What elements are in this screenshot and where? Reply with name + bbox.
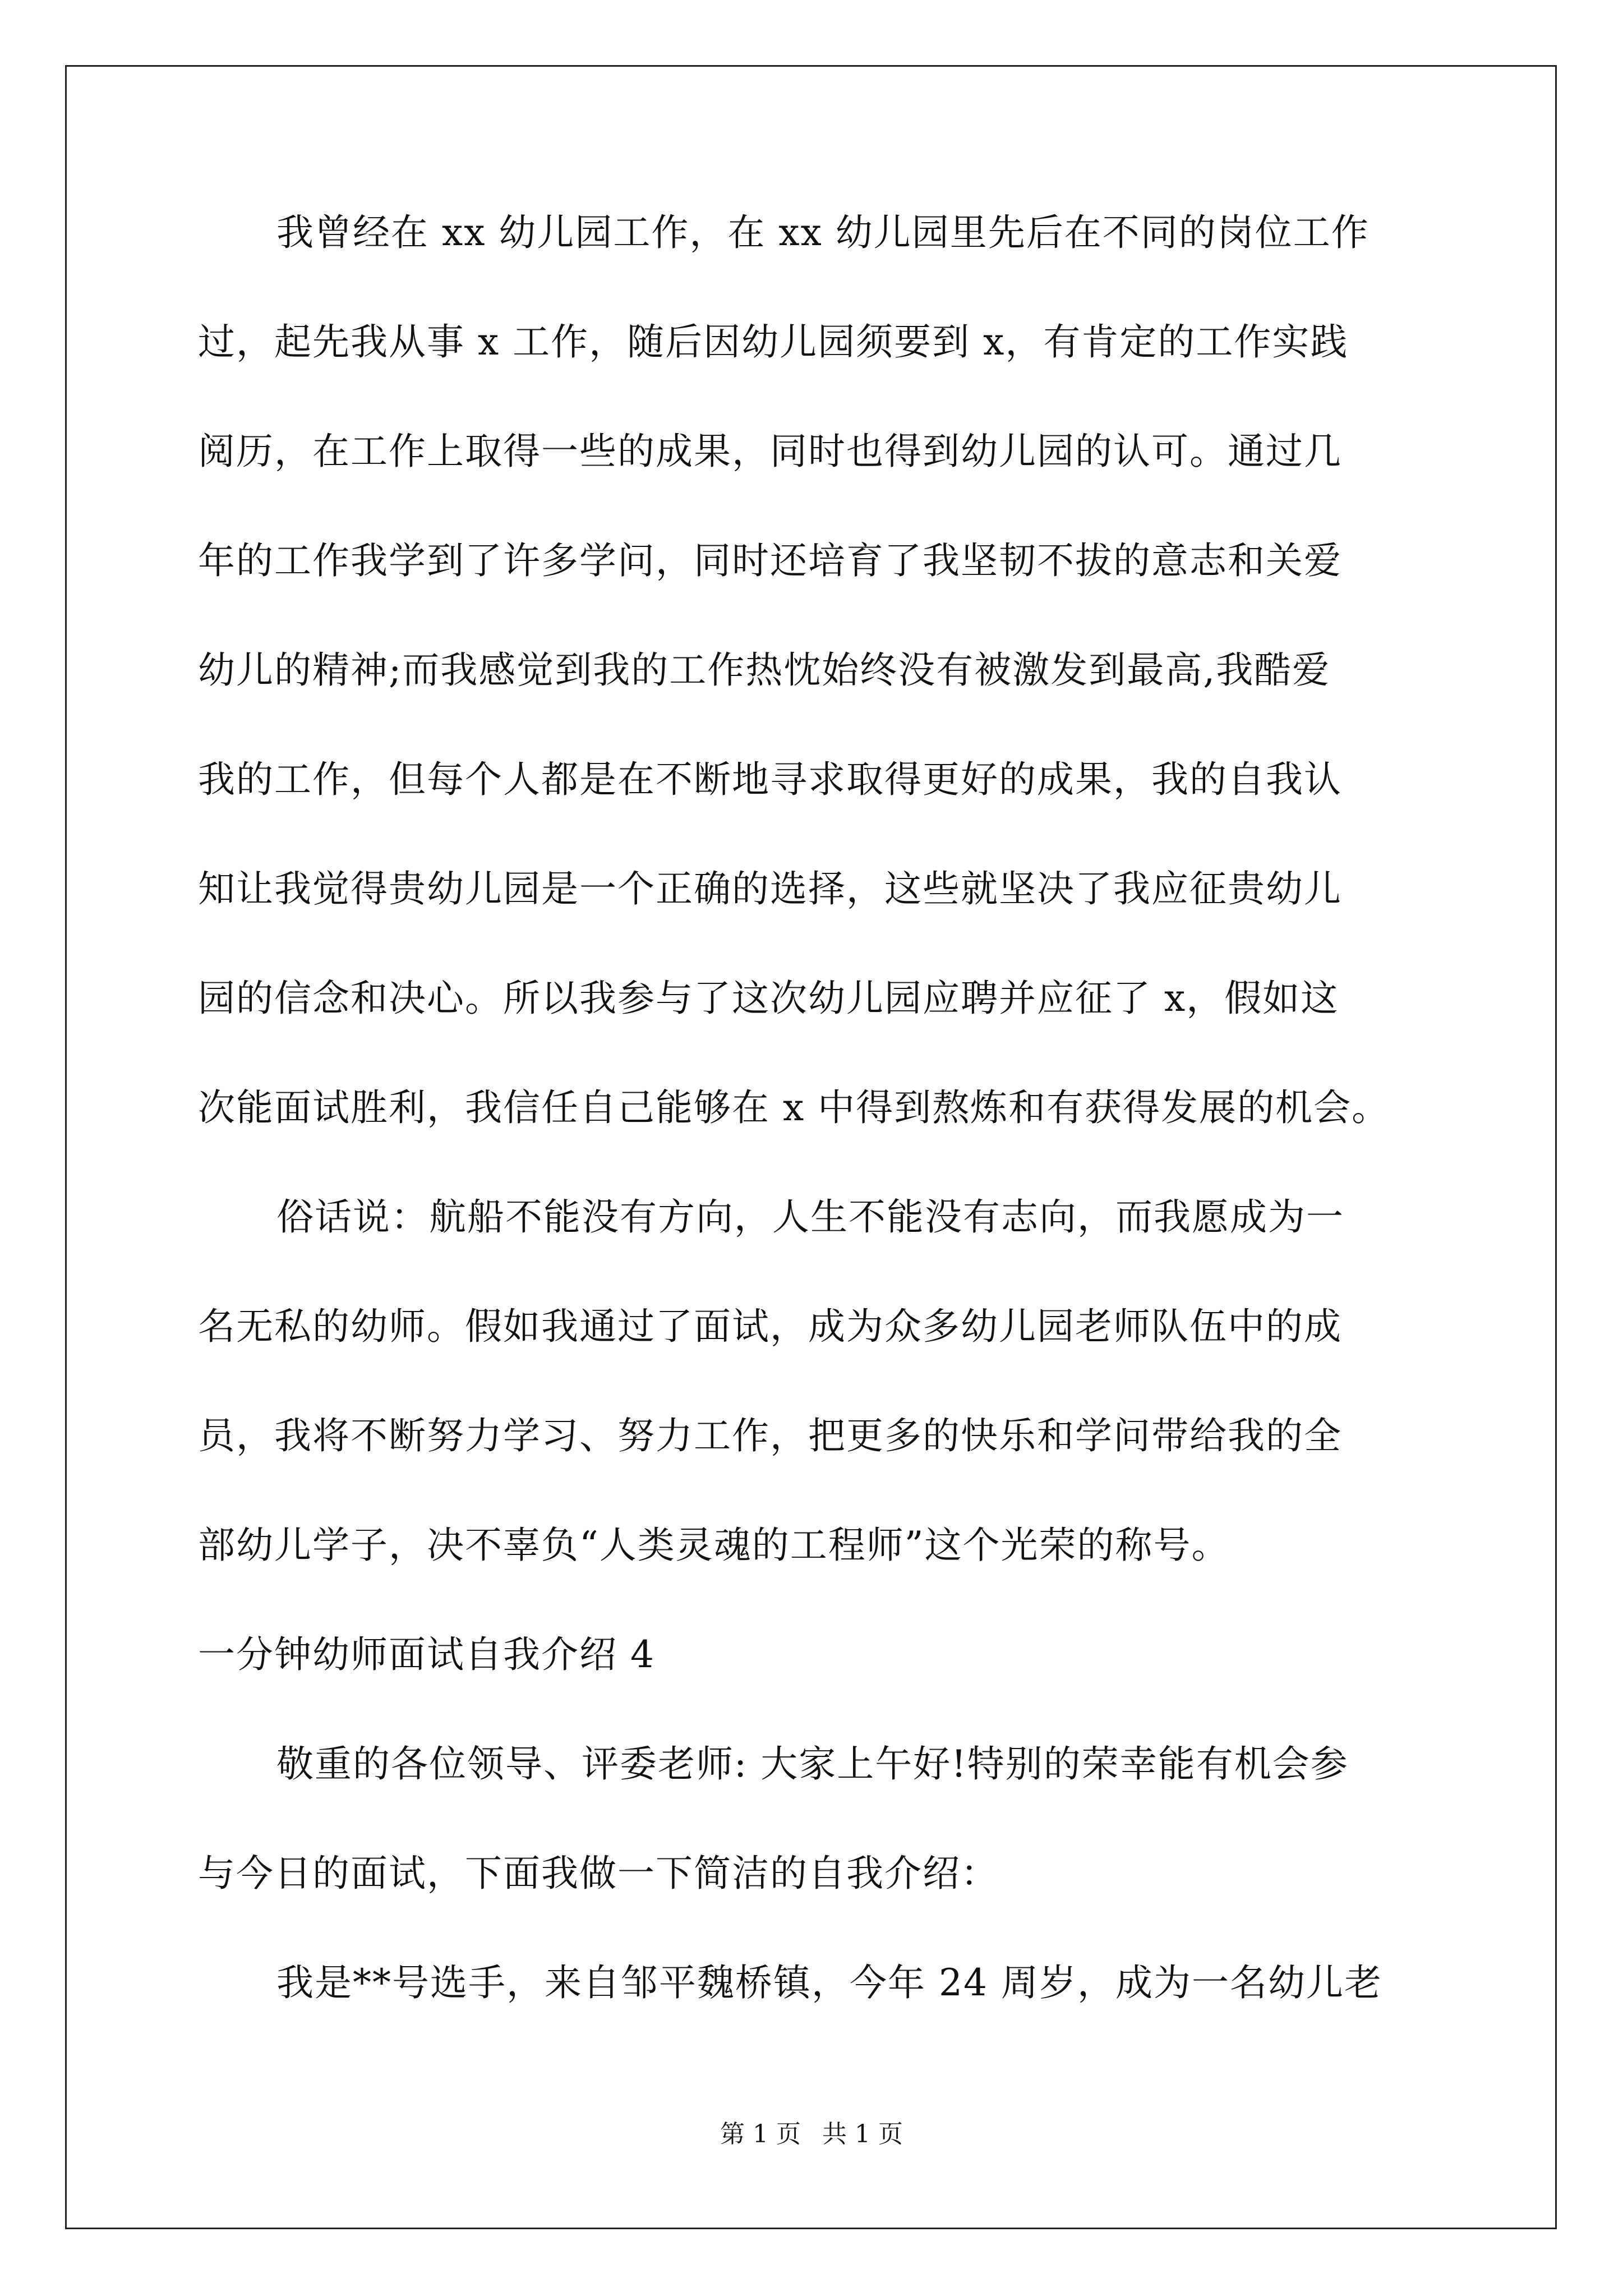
- paragraph-2-line: 部幼儿学子，决不辜负“人类灵魂的工程师”这个光荣的称号。: [198, 1524, 1230, 1567]
- paragraph-2-line: 俗话说：航船不能没有方向，人生不能没有志向，而我愿成为一: [276, 1195, 1344, 1239]
- paragraph-1-line: 次能面试胜利，我信任自己能够在 x 中得到熬炼和有获得发展的机会。: [198, 1086, 1390, 1129]
- page-border: [65, 65, 1557, 2229]
- paragraph-1-line: 年的工作我学到了许多学问，同时还培育了我坚韧不拔的意志和关爱: [198, 539, 1342, 582]
- section-heading: 一分钟幼师面试自我介绍 4: [198, 1633, 655, 1676]
- paragraph-1-line: 阅历，在工作上取得一些的成果，同时也得到幼儿园的认可。通过几: [198, 430, 1342, 473]
- paragraph-3-line: 敬重的各位领导、评委老师: 大家上午好!特别的荣幸能有机会参: [276, 1742, 1349, 1786]
- paragraph-1-line: 园的信念和决心。所以我参与了这次幼儿园应聘并应征了 x，假如这: [198, 977, 1339, 1020]
- paragraph-1-line: 过，起先我从事 x 工作，随后因幼儿园须要到 x，有肯定的工作实践: [198, 320, 1349, 364]
- paragraph-2-line: 名无私的幼师。假如我通过了面试，成为众多幼儿园老师队伍中的成: [198, 1305, 1342, 1348]
- paragraph-1-line: 知让我觉得贵幼儿园是一个正确的选择，这些就坚决了我应征贵幼儿: [198, 867, 1342, 910]
- paragraph-1-line: 幼儿的精神;而我感觉到我的工作热忱始终没有被激发到最高,我酷爱: [198, 648, 1331, 692]
- page-total: 共 1 页: [822, 2120, 903, 2148]
- paragraph-1-line: 我曾经在 xx 幼儿园工作，在 xx 幼儿园里先后在不同的岗位工作: [276, 211, 1370, 254]
- paragraph-3-line: 与今日的面试，下面我做一下简洁的自我介绍：: [198, 1852, 999, 1895]
- paragraph-1-line: 我的工作，但每个人都是在不断地寻求取得更好的成果，我的自我认: [198, 758, 1342, 801]
- paragraph-4-line: 我是**号选手，来自邹平魏桥镇，今年 24 周岁，成为一名幼儿老: [276, 1961, 1382, 2004]
- page-number: 第 1 页: [720, 2120, 801, 2148]
- paragraph-2-line: 员，我将不断努力学习、努力工作，把更多的快乐和学问带给我的全: [198, 1414, 1342, 1457]
- page-footer: [0, 2118, 1623, 2151]
